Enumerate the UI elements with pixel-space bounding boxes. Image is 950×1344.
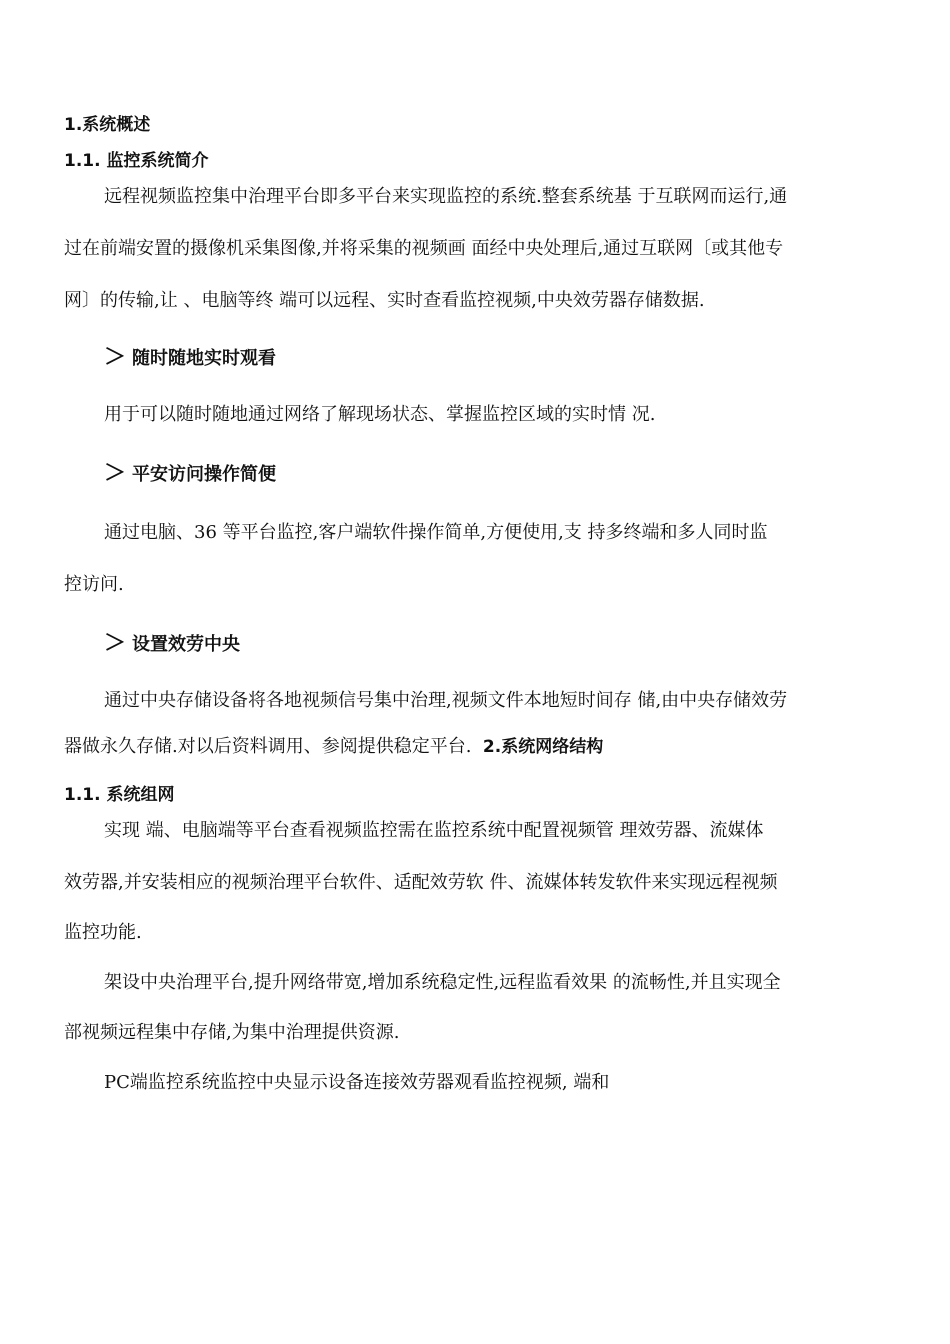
feature-3-heading — [104, 626, 240, 657]
net-para-3: PC端监控系统监控中央显示设备连接效劳器观看监控视频, 端和 — [104, 1072, 610, 1093]
section-1-1-title: 1.1. 监控系统简介 — [64, 151, 209, 171]
section-2-1-title: 1.1. 系统组网 — [64, 785, 175, 805]
feature-2-line-2: 控访问. — [64, 574, 124, 595]
feature-2-line-1: 通过电脑、36 等平台监控,客户端软件操作简单,方便使用,支 持多终端和多人同时监 — [104, 522, 768, 543]
section-2-title: 2.系统网络结构 — [482, 737, 604, 757]
feature-2-title: 平安访问操作简便 — [132, 464, 277, 485]
feature-1-text: 用于可以随时随地通过网络了解现场状态、掌握监控区域的实时情 况. — [104, 404, 656, 425]
arrow-icon: ＞ — [104, 345, 127, 370]
intro-line-3: 网〕的传输,让 、电脑等终 端可以远程、实时查看监控视频,中央效劳器存储数据. — [64, 290, 705, 311]
intro-line-1: 远程视频监控集中治理平台即多平台来实现监控的系统.整套系统基 于互联网而运行,通 — [104, 186, 788, 207]
intro-line-2: 过在前端安置的摄像机采集图像,并将采集的视频画 面经中央处理后,通过互联网〔或其他专 — [64, 238, 784, 259]
net-para-1-line-1: 实现 端、电脑端等平台查看视频监控需在监控系统中配置视频管 理效劳器、流媒体 — [104, 820, 764, 841]
feature-3-line-2-row — [64, 724, 603, 770]
net-para-2-line-1: 架设中央治理平台,提升网络带宽,增加系统稳定性,远程监看效果 的流畅性,并且实现全 — [104, 972, 781, 993]
arrow-icon: ＞ — [104, 631, 127, 656]
net-para-1-line-3: 监控功能. — [64, 922, 142, 943]
feature-1-heading — [104, 340, 276, 371]
feature-3-line-1: 通过中央存储设备将各地视频信号集中治理,视频文件本地短时间存 储,由中央存储效劳 — [104, 690, 788, 711]
feature-1-title: 随时随地实时观看 — [132, 348, 277, 369]
feature-3-line-2: 器做永久存储.对以后资料调用、参阅提供稳定平台. — [64, 736, 472, 757]
net-para-1-line-2: 效劳器,并安装相应的视频治理平台软件、适配效劳软 件、流媒体转发软件来实现远程视频 — [64, 872, 778, 893]
section-1-title: 1.系统概述 — [64, 115, 151, 135]
arrow-icon: ＞ — [104, 461, 127, 486]
net-para-2-line-2: 部视频远程集中存储,为集中治理提供资源. — [64, 1022, 400, 1043]
feature-3-title: 设置效劳中央 — [132, 634, 241, 655]
feature-2-heading — [104, 456, 276, 487]
